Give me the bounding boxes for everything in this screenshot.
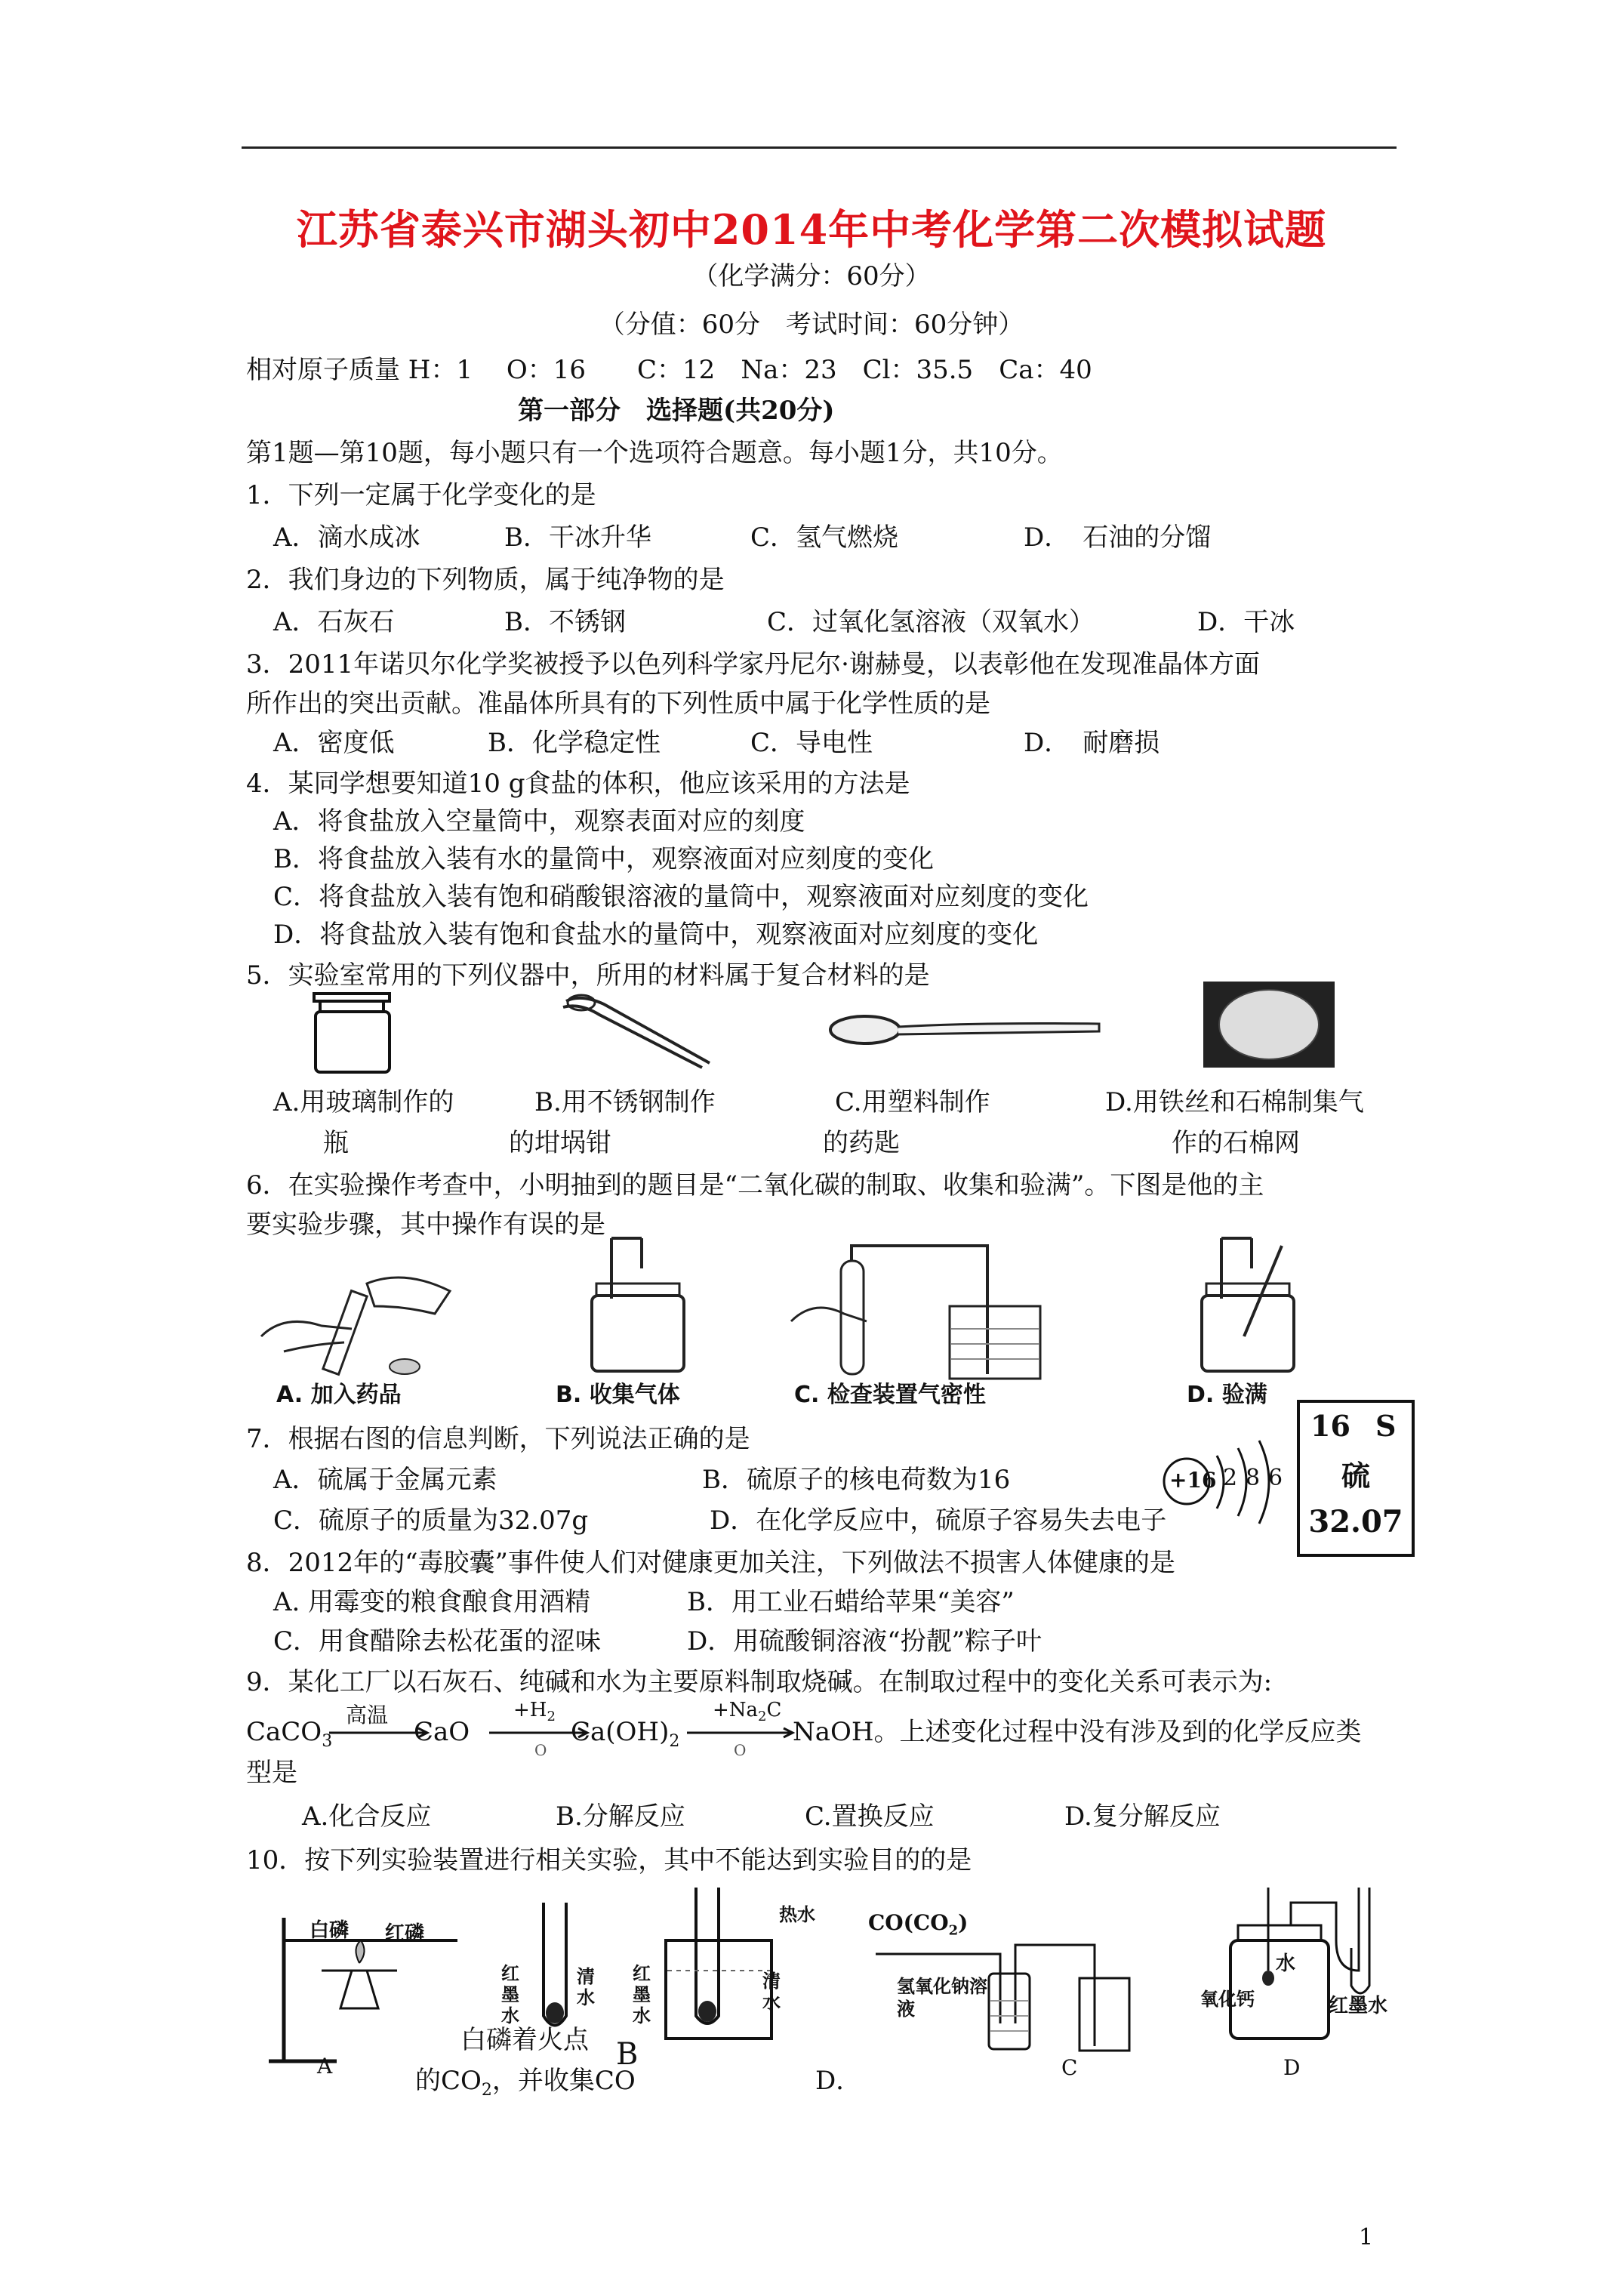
q3-option-b: B．化学稳定性 xyxy=(488,728,661,758)
atomic-mass-line: 相对原子质量 H：1 O：16 C：12 Na：23 Cl：35.5 Ca：40 xyxy=(246,355,1092,385)
element-symbol: S xyxy=(1375,1409,1397,1443)
q7-option-d: D．在化学反应中，硫原子容易失去电子 xyxy=(710,1505,1167,1536)
label-clear-water-1: 清水 xyxy=(577,1965,595,2008)
atom-shell-2: 8 xyxy=(1246,1465,1261,1491)
q3-option-d: D． 耐磨损 xyxy=(1024,728,1160,758)
q3-option-c: C．导电性 xyxy=(750,728,873,758)
airtightness-check-image xyxy=(784,1238,1055,1382)
q6-stem-line2: 要实验步骤，其中操作有误的是 xyxy=(246,1210,605,1240)
q8-option-a: A. 用霉变的粮食酿食用酒精 xyxy=(273,1587,591,1617)
label-co-co2: $CO(CO_2)$ xyxy=(868,1910,969,1939)
q9-option-b: B.分解反应 xyxy=(556,1801,685,1832)
q2-option-d: D．干冰 xyxy=(1197,607,1295,637)
part1-heading: 第一部分 选择题(共20分) xyxy=(518,396,835,426)
q2-option-c: C．过氧化氢溶液（双氧水） xyxy=(767,607,1095,637)
q5-option-a-line1: A.用玻璃制作的 xyxy=(273,1087,454,1117)
apparatus-letter-d: D xyxy=(1283,2055,1301,2080)
q8-stem: 8．2012年的“毒胶囊”事件使人们对健康更加关注，下列做法不损害人体健康的是 xyxy=(246,1548,1175,1578)
q2-option-b: B．不锈钢 xyxy=(504,607,626,637)
q4-option-c: C．将食盐放入装有饱和硝酸银溶液的量筒中，观察液面对应刻度的变化 xyxy=(273,882,1089,912)
q4-option-b: B．将食盐放入装有水的量筒中，观察液面对应刻度的变化 xyxy=(273,844,934,874)
atom-nucleus-charge: +16 xyxy=(1169,1468,1217,1493)
q6-option-a: A. 加入药品 xyxy=(276,1382,402,1408)
q9-option-a: A.化合反应 xyxy=(302,1801,432,1832)
q1-option-c: C．氢气燃烧 xyxy=(750,522,899,553)
q9-option-d: D.复分解反应 xyxy=(1064,1801,1221,1832)
atom-shell-3: 6 xyxy=(1268,1465,1283,1491)
label-calcium-oxide: 氧化钙 xyxy=(1200,1988,1255,2010)
q5-option-c-line1: C.用塑料制作 xyxy=(835,1087,990,1117)
q8-option-d: D．用硫酸铜溶液“扮靓”粽子叶 xyxy=(687,1626,1042,1657)
label-clear-water-2: 清水 xyxy=(762,1970,781,2013)
q4-option-d: D．将食盐放入装有饱和食盐水的量筒中，观察液面对应刻度的变化 xyxy=(273,920,1039,950)
q8-option-b: B．用工业石蜡给苹果“美容” xyxy=(687,1587,1015,1617)
glass-bottle-image xyxy=(310,994,408,1077)
label-red-ink-3: 红墨水 xyxy=(1329,1995,1388,2017)
element-atomic-number: 16 xyxy=(1310,1409,1350,1443)
label-red-phosphorus: 红磷 xyxy=(385,1922,425,1945)
q5-stem: 5．实验室常用的下列仪器中，所用的材料属于复合材料的是 xyxy=(246,960,930,991)
q9-formula-cao: CaO xyxy=(414,1717,470,1747)
q7-option-b: B．硫原子的核电荷数为16 xyxy=(702,1465,1011,1495)
apparatus-letter-b: B xyxy=(616,2037,639,2072)
page-number: 1 xyxy=(1359,2224,1374,2251)
add-reagent-image xyxy=(254,1253,473,1382)
q4-stem: 4．某同学想要知道10 g食盐的体积，他应该采用的方法是 xyxy=(246,769,910,799)
atom-shell-1: 2 xyxy=(1223,1465,1238,1491)
gas-collection-bottle-image xyxy=(581,1238,694,1374)
element-atomic-mass: 32.07 xyxy=(1308,1504,1403,1539)
q6-option-d: D. 验满 xyxy=(1187,1382,1267,1408)
apparatus-b-beaker xyxy=(658,1888,779,2046)
q5-option-c-line2: 的药匙 xyxy=(823,1128,900,1158)
q9-stem-line1: 9．某化工厂以石灰石、纯碱和水为主要原料制取烧碱。在制取过程中的变化关系可表示为: xyxy=(246,1667,1273,1697)
label-red-ink-1: 红墨水 xyxy=(501,1962,519,2026)
plastic-spoon-image xyxy=(827,1009,1107,1054)
q9-formula-caoh2: $Ca(OH)_2$ xyxy=(571,1717,680,1751)
q3-option-a: A．密度低 xyxy=(273,728,395,758)
q1-option-d: D． 石油的分馏 xyxy=(1024,522,1212,553)
label-red-ink-2: 红墨水 xyxy=(633,1962,651,2026)
score-and-time: （分值：60分 考试时间：60分钟） xyxy=(599,310,1024,340)
sulfur-element-card xyxy=(1297,1400,1415,1557)
overlap-text-white-phosphorus: 白磷着火点 xyxy=(460,2025,589,2055)
q3-stem-line1: 3．2011年诺贝尔化学奖被授予以色列科学家丹尼尔·谢赫曼，以表彰他在发现准晶体方面 xyxy=(246,649,1260,680)
label-hot-water: 热水 xyxy=(779,1903,815,1925)
q9-arrow3 xyxy=(687,1727,800,1738)
q5-option-a-line2: 瓶 xyxy=(323,1128,349,1158)
q4-option-a: A．将食盐放入空量筒中，观察表面对应的刻度 xyxy=(273,806,805,837)
crucible-tongs-image xyxy=(559,989,725,1072)
q9-arrow3-label: $+Na_2C$ xyxy=(713,1699,782,1725)
exam-title: 江苏省泰兴市湖头初中2014年中考化学第二次模拟试题 xyxy=(296,205,1327,254)
q7-option-a: A．硫属于金属元素 xyxy=(273,1465,497,1495)
q8-option-c: C．用食醋除去松花蛋的涩味 xyxy=(273,1626,602,1657)
q1-option-b: B．干冰升华 xyxy=(504,522,651,553)
q5-option-d-line1: D.用铁丝和石棉制集气 xyxy=(1105,1087,1364,1117)
q9-arrow2-label: $+H_2$ xyxy=(513,1699,556,1725)
asbestos-net-image xyxy=(1202,980,1336,1069)
part1-instructions: 第1题—第10题，每小题只有一个选项符合题意。每小题1分，共10分。 xyxy=(246,438,1063,468)
q9-formula-caco3: CaCO$_3$ xyxy=(246,1717,333,1751)
q9-option-c: C.置换反应 xyxy=(805,1801,935,1832)
q3-stem-line2: 所作出的突出贡献。准晶体所具有的下列性质中属于化学性质的是 xyxy=(246,689,990,719)
q5-option-b-line2: 的坩埚钳 xyxy=(509,1128,611,1158)
label-naoh-solution: 氢氧化钠溶液 xyxy=(897,1975,987,2020)
q9-formula-naoh-line: NaOH。上述变化过程中没有涉及到的化学反应类 xyxy=(793,1717,1362,1747)
header-rule xyxy=(242,146,1397,149)
apparatus-a-phosphorus-burning xyxy=(269,1910,473,2076)
apparatus-letter-a: A xyxy=(317,2054,333,2079)
q2-stem: 2．我们身边的下列物质，属于纯净物的是 xyxy=(246,565,725,595)
apparatus-letter-c: C xyxy=(1061,2055,1078,2080)
overlap-text-co2: 的$CO_2$，并收集CO xyxy=(415,2066,636,2100)
q9-stem-line3: 型是 xyxy=(246,1758,297,1788)
q5-option-d-line2: 作的石棉网 xyxy=(1172,1128,1300,1158)
q10-stem: 10．按下列实验装置进行相关实验，其中不能达到实验目的的是 xyxy=(246,1845,972,1875)
q6-option-b: B. 收集气体 xyxy=(556,1382,680,1408)
q9-arrow3-label-cut: O xyxy=(734,1741,747,1759)
q5-option-b-line1: B.用不锈钢制作 xyxy=(534,1087,716,1117)
element-name: 硫 xyxy=(1341,1459,1370,1493)
q1-stem: 1．下列一定属于化学变化的是 xyxy=(246,480,596,510)
gas-full-test-image xyxy=(1191,1238,1304,1374)
q6-option-c: C. 检查装置气密性 xyxy=(794,1382,986,1408)
q7-option-c: C．硫原子的质量为32.07g xyxy=(273,1505,589,1536)
q7-stem: 7．根据右图的信息判断，下列说法正确的是 xyxy=(246,1424,750,1454)
q9-arrow2-label-cut: O xyxy=(534,1741,547,1759)
overlap-text-d: D． xyxy=(815,2066,862,2096)
q6-stem-line1: 6．在实验操作考查中，小明抽到的题目是“二氧化碳的制取、收集和验满”。下图是他的主 xyxy=(246,1170,1264,1200)
q1-option-a: A．滴水成冰 xyxy=(273,522,420,553)
q2-option-a: A．石灰石 xyxy=(273,607,395,637)
label-water: 水 xyxy=(1276,1952,1296,1975)
label-white-phosphorus: 白磷 xyxy=(310,1919,350,1942)
q9-arrow1-label: 高温 xyxy=(346,1703,389,1727)
full-score: （化学满分：60分） xyxy=(692,261,931,291)
